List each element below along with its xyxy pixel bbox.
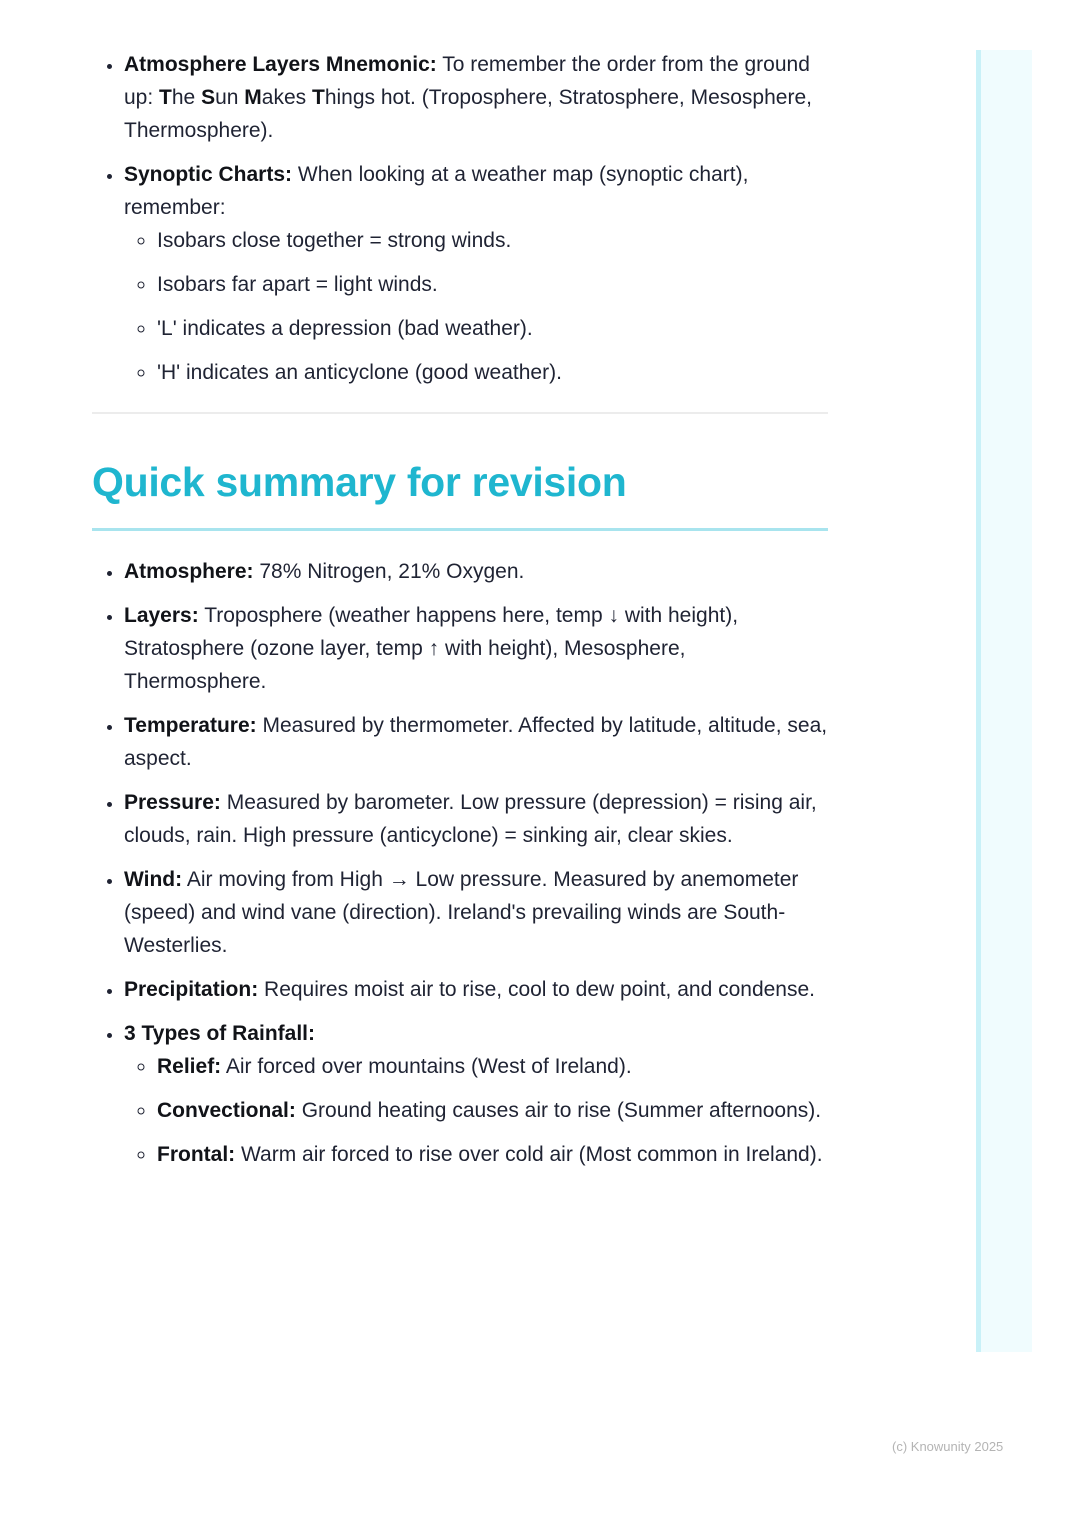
item-text: Troposphere (weather happens here, temp ↓ with height), Stratosphere (ozone layer, temp ↑ with height), Mesosphere, Thermosphere. [124, 604, 739, 693]
list-item: ◦ 'L' indicates a depression (bad weather). [157, 312, 828, 345]
item-label: Temperature: [124, 714, 257, 737]
item-label: Relief: [157, 1055, 222, 1078]
list-item [157, 1138, 828, 1171]
rainfall-sublist [124, 1050, 828, 1171]
list-item-synoptic [124, 158, 828, 389]
mnemonic-letter: M [244, 86, 262, 109]
list-item-rainfall [124, 1017, 828, 1171]
item-text: Requires moist air to rise, cool to dew point, and condense. [264, 978, 815, 1001]
item-text: 78% Nitrogen, 21% Oxygen. [259, 560, 525, 583]
list-item [157, 1094, 828, 1127]
list-item [124, 863, 828, 962]
list-item [124, 555, 828, 588]
item-text: Measured by barometer. Low pressure (depression) = rising air, clouds, rain. High pressure (anticyclone) = sinking air, clear skies. [124, 791, 817, 847]
tips-list [92, 48, 828, 389]
list-item [124, 786, 828, 852]
mnemonic-intro: To remember the order from the ground up: [124, 53, 810, 109]
item-text: Ground heating causes air to rise (Summer afternoons). [301, 1099, 822, 1122]
list-item: ◦ Isobars close together = strong winds. [157, 224, 828, 257]
section-divider [92, 412, 828, 414]
list-item-mnemonic [124, 48, 828, 147]
rainfall-label: 3 Types of Rainfall: [124, 1022, 315, 1045]
mnemonic-text: he [171, 86, 202, 109]
item-text: Warm air forced to rise over cold air (Most common in Ireland). [241, 1143, 823, 1166]
synoptic-text: When looking at a weather map (synoptic chart), remember: [124, 163, 749, 219]
item-text: Air moving from High → Low pressure. Measured by anemometer (speed) and wind vane (direction). Ireland's prevailing winds are South-Westerlies. [124, 868, 799, 957]
synoptic-label: Synoptic Charts: [124, 163, 293, 186]
mnemonic-label: Atmosphere Layers Mnemonic: [124, 53, 437, 76]
list-item [157, 1050, 828, 1083]
copyright-footer: (c) Knowunity 2025 [892, 1439, 1004, 1454]
item-label: Pressure: [124, 791, 221, 814]
item-label: Convectional: [157, 1099, 296, 1122]
item-label: Layers: [124, 604, 199, 627]
mnemonic-letter: S [201, 86, 216, 109]
side-panel [976, 50, 1032, 1352]
mnemonic-text: akes [261, 86, 312, 109]
mnemonic-text: un [215, 86, 245, 109]
section-heading: Quick summary for revision [92, 459, 627, 505]
item-label: Precipitation: [124, 978, 259, 1001]
heading-underline [92, 528, 828, 531]
summary-list [92, 555, 828, 1171]
list-item [124, 599, 828, 698]
list-item [124, 709, 828, 775]
item-label: Wind: [124, 868, 183, 891]
mnemonic-text: hings hot. (Troposphere, Stratosphere, Mesosphere, Thermosphere). [124, 86, 812, 142]
list-item [124, 973, 828, 1006]
list-item: ◦ Isobars far apart = light winds. [157, 268, 828, 301]
item-text: Measured by thermometer. Affected by latitude, altitude, sea, aspect. [124, 714, 828, 770]
item-label: Atmosphere: [124, 560, 254, 583]
document-content [92, 48, 828, 1182]
synoptic-sublist [124, 224, 828, 389]
item-label: Frontal: [157, 1143, 236, 1166]
list-item: ◦ 'H' indicates an anticyclone (good weather). [157, 356, 828, 389]
item-text: Air forced over mountains (West of Ireland). [225, 1055, 632, 1078]
mnemonic-letter: T [159, 86, 172, 109]
mnemonic-letter: T [311, 86, 325, 109]
